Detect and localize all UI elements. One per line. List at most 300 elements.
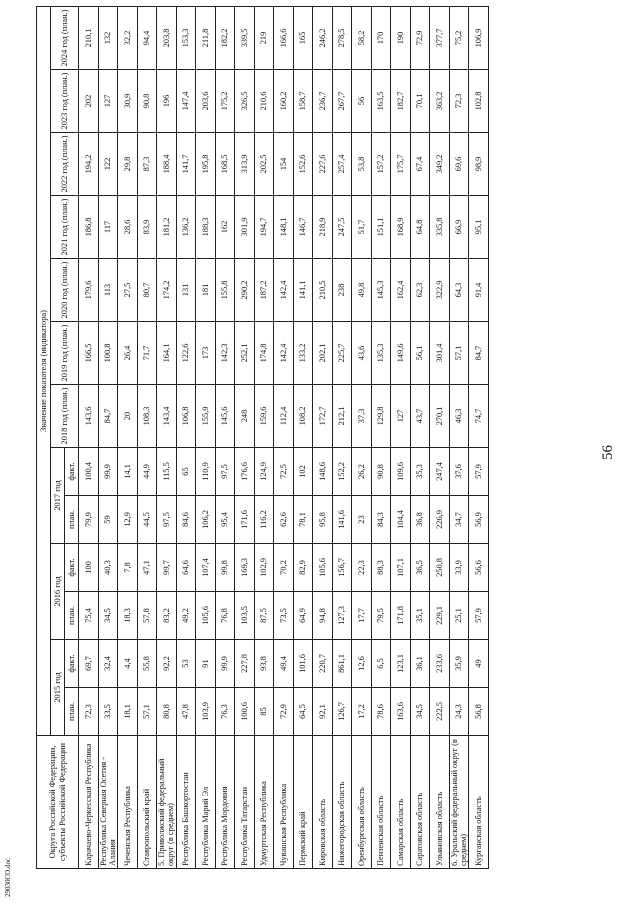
value-cell: 349,2 xyxy=(430,133,450,196)
value-cell: 171,8 xyxy=(391,592,411,640)
header-2020: 2020 год (план.) xyxy=(51,259,79,322)
region-name: Ставропольский край xyxy=(137,736,157,869)
value-cell: 95,8 xyxy=(313,496,333,544)
value-cell: 107,4 xyxy=(196,544,216,592)
value-cell: 149,6 xyxy=(391,322,411,385)
value-cell: 18,3 xyxy=(118,592,138,640)
value-cell: 182,7 xyxy=(391,70,411,133)
value-cell: 155,8 xyxy=(215,259,235,322)
value-cell: 12,6 xyxy=(352,640,372,688)
value-cell: 102,8 xyxy=(469,70,489,133)
table-row xyxy=(196,6,216,868)
header-2024: 2024 год (план.) xyxy=(51,6,79,69)
value-cell: 160,2 xyxy=(274,70,294,133)
value-cell: 115,5 xyxy=(157,448,177,496)
header-2023: 2023 год (план.) xyxy=(51,70,79,133)
value-cell: 247,4 xyxy=(430,448,450,496)
value-cell: 94,8 xyxy=(313,592,333,640)
value-cell: 91,4 xyxy=(469,259,489,322)
value-cell: 290,2 xyxy=(235,259,255,322)
data-table xyxy=(36,6,489,869)
value-cell: 117 xyxy=(98,196,118,259)
region-name: 6. Уральский федеральный округ (в среднем) xyxy=(449,736,469,869)
value-cell: 17,7 xyxy=(352,592,372,640)
value-cell: 145,6 xyxy=(215,385,235,448)
value-cell: 861,1 xyxy=(332,640,352,688)
value-cell: 84,3 xyxy=(371,496,391,544)
value-cell: 211,8 xyxy=(196,6,216,69)
value-cell: 64,8 xyxy=(410,196,430,259)
value-cell: 85 xyxy=(254,688,274,736)
value-cell: 26,4 xyxy=(118,322,138,385)
value-cell: 218,9 xyxy=(313,196,333,259)
value-cell: 37,6 xyxy=(449,448,469,496)
value-cell: 339,5 xyxy=(235,6,255,69)
region-name: Саратовская область xyxy=(410,736,430,869)
region-name: Пермский край xyxy=(293,736,313,869)
value-cell: 188,3 xyxy=(196,196,216,259)
value-cell: 173 xyxy=(196,322,216,385)
value-cell: 28,6 xyxy=(118,196,138,259)
value-cell: 84,7 xyxy=(98,385,118,448)
region-name: Нижегородская область xyxy=(332,736,352,869)
value-cell: 147,4 xyxy=(176,70,196,133)
value-cell: 146,7 xyxy=(293,196,313,259)
table-row xyxy=(98,6,118,868)
value-cell: 210,5 xyxy=(313,259,333,322)
value-cell: 202,5 xyxy=(254,133,274,196)
region-name: Удмуртская Республика xyxy=(254,736,274,869)
value-cell: 92,1 xyxy=(313,688,333,736)
value-cell: 93,8 xyxy=(254,640,274,688)
page-number: 56 xyxy=(600,445,616,460)
value-cell: 94,4 xyxy=(137,6,157,69)
value-cell: 80,7 xyxy=(137,259,157,322)
value-cell: 70,2 xyxy=(274,544,294,592)
table-row xyxy=(313,6,333,868)
value-cell: 22,3 xyxy=(352,544,372,592)
value-cell: 24,3 xyxy=(449,688,469,736)
table-row xyxy=(118,6,138,868)
value-cell: 168,5 xyxy=(215,133,235,196)
value-cell: 145,3 xyxy=(371,259,391,322)
value-cell: 101,6 xyxy=(293,640,313,688)
value-cell: 57,9 xyxy=(469,448,489,496)
value-cell: 44,5 xyxy=(137,496,157,544)
region-name: Республика Татарстан xyxy=(235,736,255,869)
value-cell: 141,6 xyxy=(332,496,352,544)
value-cell: 90,8 xyxy=(371,448,391,496)
value-cell: 246,2 xyxy=(313,6,333,69)
value-cell: 91 xyxy=(196,640,216,688)
value-cell: 143,6 xyxy=(79,385,99,448)
header-2021: 2021 год (план.) xyxy=(51,196,79,259)
value-cell: 25,1 xyxy=(449,592,469,640)
value-cell: 47,1 xyxy=(137,544,157,592)
value-cell: 37,3 xyxy=(352,385,372,448)
region-name: Чеченская Республика xyxy=(118,736,138,869)
value-cell: 174,2 xyxy=(157,259,177,322)
value-cell: 75,2 xyxy=(449,6,469,69)
value-cell: 278,5 xyxy=(332,6,352,69)
header-2019: 2019 год (план.) xyxy=(51,322,79,385)
value-cell: 26,2 xyxy=(352,448,372,496)
value-cell: 164,1 xyxy=(157,322,177,385)
value-cell: 53,8 xyxy=(352,133,372,196)
value-cell: 34,7 xyxy=(449,496,469,544)
value-cell: 202 xyxy=(79,70,99,133)
table-row xyxy=(391,6,411,868)
value-cell: 98,9 xyxy=(469,133,489,196)
value-cell: 196 xyxy=(157,70,177,133)
region-name: Ульяновская область xyxy=(430,736,450,869)
header-plan: план. xyxy=(65,496,79,544)
value-cell: 56,8 xyxy=(469,688,489,736)
value-cell: 12,9 xyxy=(118,496,138,544)
value-cell: 49,8 xyxy=(352,259,372,322)
value-cell: 103,9 xyxy=(196,688,216,736)
header-fact: факт. xyxy=(65,544,79,592)
table-row xyxy=(274,6,294,868)
table-row xyxy=(79,6,99,868)
value-cell: 95,1 xyxy=(469,196,489,259)
value-cell: 57,9 xyxy=(469,592,489,640)
value-cell: 99,9 xyxy=(98,448,118,496)
table-row xyxy=(235,6,255,868)
header-2015: 2015 год xyxy=(51,640,65,736)
value-cell: 166,6 xyxy=(274,6,294,69)
value-cell: 166,5 xyxy=(79,322,99,385)
value-cell: 65 xyxy=(176,448,196,496)
value-cell: 92,2 xyxy=(157,640,177,688)
value-cell: 153,3 xyxy=(176,6,196,69)
region-name: Республика Мордовия xyxy=(215,736,235,869)
table-row xyxy=(430,6,450,868)
table-row xyxy=(254,6,274,868)
value-cell: 181 xyxy=(196,259,216,322)
value-cell: 4,4 xyxy=(118,640,138,688)
value-cell: 82,9 xyxy=(293,544,313,592)
value-cell: 35,1 xyxy=(410,592,430,640)
value-cell: 64,9 xyxy=(293,592,313,640)
value-cell: 56,9 xyxy=(469,496,489,544)
value-cell: 30,9 xyxy=(118,70,138,133)
value-cell: 87,5 xyxy=(254,592,274,640)
value-cell: 55,8 xyxy=(137,640,157,688)
value-cell: 190 xyxy=(391,6,411,69)
header-2017: 2017 год xyxy=(51,448,65,544)
value-cell: 313,9 xyxy=(235,133,255,196)
value-cell: 133,2 xyxy=(293,322,313,385)
value-cell: 202,1 xyxy=(313,322,333,385)
value-cell: 182,2 xyxy=(215,6,235,69)
value-cell: 102 xyxy=(293,448,313,496)
value-cell: 23 xyxy=(352,496,372,544)
value-cell: 165 xyxy=(293,6,313,69)
table-row xyxy=(449,6,469,868)
value-cell: 34,5 xyxy=(410,688,430,736)
table-row xyxy=(352,6,372,868)
value-cell: 154 xyxy=(274,133,294,196)
region-name: Пензенская область xyxy=(371,736,391,869)
value-cell: 71,7 xyxy=(137,322,157,385)
value-cell: 17,2 xyxy=(352,688,372,736)
value-cell: 70,1 xyxy=(410,70,430,133)
value-cell: 157,2 xyxy=(371,133,391,196)
value-cell: 210,6 xyxy=(254,70,274,133)
value-cell: 56,1 xyxy=(410,322,430,385)
value-cell: 105,6 xyxy=(313,544,333,592)
value-cell: 69,6 xyxy=(449,133,469,196)
value-cell: 186,8 xyxy=(79,196,99,259)
region-name: Кировская область xyxy=(313,736,333,869)
value-cell: 127 xyxy=(98,70,118,133)
value-cell: 175,2 xyxy=(215,70,235,133)
value-cell: 229,1 xyxy=(430,592,450,640)
value-cell: 155,9 xyxy=(196,385,216,448)
value-cell: 57,1 xyxy=(449,322,469,385)
value-cell: 103,5 xyxy=(235,592,255,640)
value-cell: 72,5 xyxy=(274,448,294,496)
value-cell: 163,6 xyxy=(391,688,411,736)
header-plan: план. xyxy=(65,688,79,736)
value-cell: 73,5 xyxy=(274,592,294,640)
value-cell: 87,3 xyxy=(137,133,157,196)
value-cell: 169,3 xyxy=(235,544,255,592)
value-cell: 227,8 xyxy=(235,640,255,688)
value-cell: 322,9 xyxy=(430,259,450,322)
value-cell: 219 xyxy=(254,6,274,69)
header-region: Округа Российской Федерации, субъекты Российской Федерации xyxy=(37,736,79,869)
value-cell: 220,7 xyxy=(313,640,333,688)
value-cell: 90,8 xyxy=(137,70,157,133)
value-cell: 225,7 xyxy=(332,322,352,385)
value-cell: 257,4 xyxy=(332,133,352,196)
value-cell: 106,8 xyxy=(176,385,196,448)
value-cell: 83,2 xyxy=(157,592,177,640)
value-cell: 59 xyxy=(98,496,118,544)
value-cell: 148,1 xyxy=(274,196,294,259)
value-cell: 174,8 xyxy=(254,322,274,385)
value-cell: 142,4 xyxy=(274,259,294,322)
region-name: Чувашская Республика xyxy=(274,736,294,869)
value-cell: 99,7 xyxy=(157,544,177,592)
header-2022: 2022 год (план.) xyxy=(51,133,79,196)
value-cell: 44,9 xyxy=(137,448,157,496)
value-cell: 95,4 xyxy=(215,496,235,544)
value-cell: 122 xyxy=(98,133,118,196)
value-cell: 43,7 xyxy=(410,385,430,448)
value-cell: 106,9 xyxy=(469,6,489,69)
value-cell: 116,2 xyxy=(254,496,274,544)
region-name: Карачаево-Черкесская Республика xyxy=(79,736,99,869)
value-cell: 80,8 xyxy=(157,688,177,736)
value-cell: 43,6 xyxy=(352,322,372,385)
value-cell: 123,1 xyxy=(391,640,411,688)
region-name: 5. Приволжский федеральный округ (в среднем) xyxy=(157,736,177,869)
value-cell: 97,5 xyxy=(157,496,177,544)
value-cell: 35,9 xyxy=(449,640,469,688)
value-cell: 195,8 xyxy=(196,133,216,196)
value-cell: 122,6 xyxy=(176,322,196,385)
value-cell: 76,3 xyxy=(215,688,235,736)
table-row xyxy=(332,6,352,868)
table-row xyxy=(410,6,430,868)
value-cell: 72,3 xyxy=(79,688,99,736)
value-cell: 168,9 xyxy=(391,196,411,259)
value-cell: 67,4 xyxy=(410,133,430,196)
value-cell: 29,8 xyxy=(118,133,138,196)
value-cell: 108,3 xyxy=(137,385,157,448)
value-cell: 113 xyxy=(98,259,118,322)
value-cell: 69,7 xyxy=(79,640,99,688)
value-cell: 151,1 xyxy=(371,196,391,259)
region-name: Оренбургская область xyxy=(352,736,372,869)
value-cell: 34,5 xyxy=(98,592,118,640)
value-cell: 64,3 xyxy=(449,259,469,322)
value-cell: 363,2 xyxy=(430,70,450,133)
value-cell: 76,8 xyxy=(215,592,235,640)
value-cell: 170 xyxy=(371,6,391,69)
value-cell: 7,8 xyxy=(118,544,138,592)
value-cell: 102,9 xyxy=(254,544,274,592)
footer-filename: 29030CO.doc xyxy=(4,857,12,897)
value-cell: 175,7 xyxy=(391,133,411,196)
value-cell: 20 xyxy=(118,385,138,448)
value-cell: 46,3 xyxy=(449,385,469,448)
value-cell: 159,6 xyxy=(254,385,274,448)
value-cell: 171,6 xyxy=(235,496,255,544)
value-cell: 172,7 xyxy=(313,385,333,448)
value-cell: 110,9 xyxy=(196,448,216,496)
value-cell: 377,7 xyxy=(430,6,450,69)
table-row xyxy=(215,6,235,868)
value-cell: 49,2 xyxy=(176,592,196,640)
value-cell: 112,4 xyxy=(274,385,294,448)
value-cell: 53 xyxy=(176,640,196,688)
region-name: Республика Марий Эл xyxy=(196,736,216,869)
value-cell: 301,9 xyxy=(235,196,255,259)
value-cell: 78,6 xyxy=(371,688,391,736)
value-cell: 100,6 xyxy=(235,688,255,736)
value-cell: 40,3 xyxy=(98,544,118,592)
value-cell: 152,2 xyxy=(332,448,352,496)
value-cell: 32,2 xyxy=(118,6,138,69)
value-cell: 163,5 xyxy=(371,70,391,133)
value-cell: 136,2 xyxy=(176,196,196,259)
value-cell: 72,9 xyxy=(274,688,294,736)
value-cell: 238 xyxy=(332,259,352,322)
value-cell: 335,8 xyxy=(430,196,450,259)
value-cell: 74,7 xyxy=(469,385,489,448)
value-cell: 64,5 xyxy=(293,688,313,736)
value-cell: 58,2 xyxy=(352,6,372,69)
value-cell: 35,3 xyxy=(410,448,430,496)
value-cell: 79,5 xyxy=(371,592,391,640)
region-name: Самарская область xyxy=(391,736,411,869)
value-cell: 131 xyxy=(176,259,196,322)
value-cell: 36,1 xyxy=(410,640,430,688)
header-fact: факт. xyxy=(65,640,79,688)
region-name: Курганская область xyxy=(469,736,489,869)
value-cell: 97,5 xyxy=(215,448,235,496)
value-cell: 188,4 xyxy=(157,133,177,196)
value-cell: 141,1 xyxy=(293,259,313,322)
value-cell: 194,2 xyxy=(79,133,99,196)
value-cell: 142,3 xyxy=(215,322,235,385)
value-cell: 36,5 xyxy=(410,544,430,592)
value-cell: 18,1 xyxy=(118,688,138,736)
value-cell: 72,9 xyxy=(410,6,430,69)
value-cell: 109,6 xyxy=(391,448,411,496)
value-cell: 236,7 xyxy=(313,70,333,133)
value-cell: 99,8 xyxy=(215,544,235,592)
value-cell: 248 xyxy=(235,385,255,448)
value-cell: 176,6 xyxy=(235,448,255,496)
value-cell: 100,8 xyxy=(98,322,118,385)
table-body xyxy=(79,6,489,868)
value-cell: 100,4 xyxy=(79,448,99,496)
region-name: Республика Башкортостан xyxy=(176,736,196,869)
value-cell: 124,9 xyxy=(254,448,274,496)
value-cell: 247,5 xyxy=(332,196,352,259)
table-row xyxy=(157,6,177,868)
value-cell: 132 xyxy=(98,6,118,69)
table-row xyxy=(137,6,157,868)
value-cell: 62,6 xyxy=(274,496,294,544)
value-cell: 57,8 xyxy=(137,592,157,640)
value-cell: 222,5 xyxy=(430,688,450,736)
value-cell: 162 xyxy=(215,196,235,259)
value-cell: 203,6 xyxy=(196,70,216,133)
value-cell: 49,4 xyxy=(274,640,294,688)
value-cell: 152,6 xyxy=(293,133,313,196)
header-2016: 2016 год xyxy=(51,544,65,640)
value-cell: 267,7 xyxy=(332,70,352,133)
value-cell: 64,6 xyxy=(176,544,196,592)
value-cell: 84,6 xyxy=(176,496,196,544)
value-cell: 301,4 xyxy=(430,322,450,385)
value-cell: 212,1 xyxy=(332,385,352,448)
value-cell: 105,6 xyxy=(196,592,216,640)
value-cell: 83,9 xyxy=(137,196,157,259)
value-cell: 106,2 xyxy=(196,496,216,544)
value-cell: 127,3 xyxy=(332,592,352,640)
value-cell: 66,9 xyxy=(449,196,469,259)
value-cell: 33,9 xyxy=(449,544,469,592)
value-cell: 143,4 xyxy=(157,385,177,448)
value-cell: 33,5 xyxy=(98,688,118,736)
header-fact: факт. xyxy=(65,448,79,496)
value-cell: 135,3 xyxy=(371,322,391,385)
header-indicator: Значение показателя (индикатора) xyxy=(37,6,51,735)
value-cell: 187,2 xyxy=(254,259,274,322)
region-name: Республика Северная Осетия - Алания xyxy=(98,736,118,869)
value-cell: 14,1 xyxy=(118,448,138,496)
value-cell: 47,8 xyxy=(176,688,196,736)
value-cell: 252,1 xyxy=(235,322,255,385)
table-row xyxy=(371,6,391,868)
value-cell: 107,1 xyxy=(391,544,411,592)
value-cell: 32,4 xyxy=(98,640,118,688)
value-cell: 250,8 xyxy=(430,544,450,592)
value-cell: 62,3 xyxy=(410,259,430,322)
value-cell: 126,7 xyxy=(332,688,352,736)
value-cell: 100 xyxy=(79,544,99,592)
value-cell: 148,6 xyxy=(313,448,333,496)
value-cell: 51,7 xyxy=(352,196,372,259)
value-cell: 27,5 xyxy=(118,259,138,322)
